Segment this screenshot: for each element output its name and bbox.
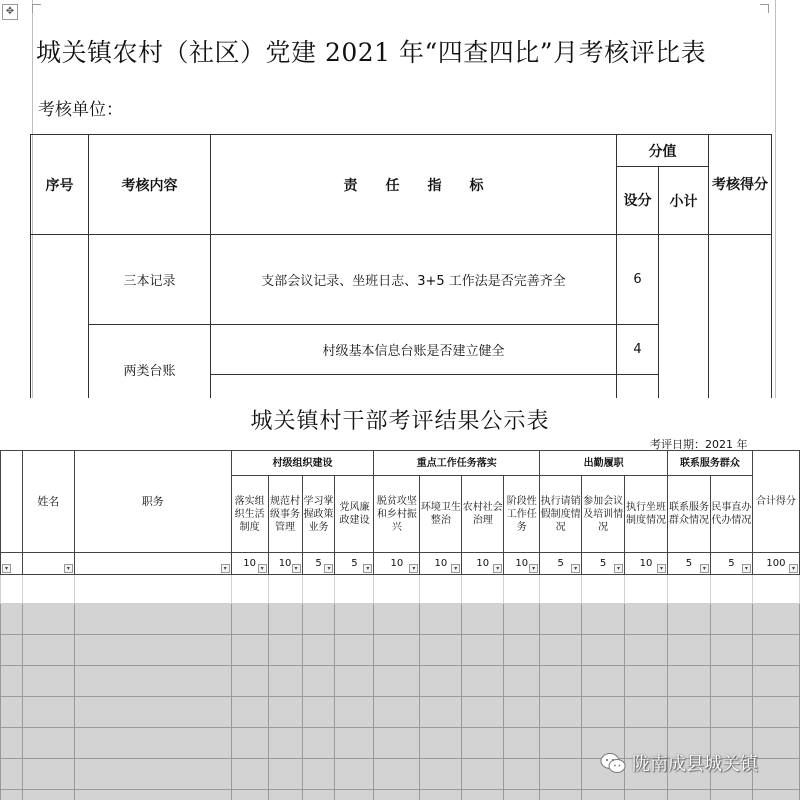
criterion-header: 联系服务群众情况 <box>668 476 711 553</box>
filter-dropdown-icon[interactable]: ▾ <box>258 564 267 573</box>
margin-corner-mark <box>32 4 41 13</box>
criterion-header: 执行请销假制度情况 <box>540 476 582 553</box>
header-content: 考核内容 <box>89 135 211 235</box>
group-header: 出勤履职 <box>540 451 668 476</box>
filter-dropdown-icon[interactable]: ▾ <box>2 564 11 573</box>
table-row[interactable] <box>1 666 800 697</box>
header-score-group: 分值 <box>617 135 709 167</box>
watermark-text: 陇南成县城关镇 <box>632 754 758 775</box>
criterion-header: 执行坐班制度情况 <box>625 476 668 553</box>
filter-dropdown-icon[interactable]: ▾ <box>571 564 580 573</box>
criterion-header: 规范村级事务管理 <box>268 476 302 553</box>
criterion-header: 参加会议及培训情况 <box>582 476 625 553</box>
score-cell[interactable]: 5 ▾ <box>302 553 335 575</box>
score-cell[interactable]: 5 ▾ <box>710 553 752 575</box>
document-title: 城关镇农村（社区）党建 2021 年“四查四比”月考核评比表 <box>36 38 707 67</box>
score-cell[interactable]: 5 ▾ <box>668 553 711 575</box>
criterion-header: 民事直办代办情况 <box>710 476 752 553</box>
subtotal-cell <box>659 235 709 399</box>
group-header: 村级组织建设 <box>231 451 374 476</box>
watermark <box>600 748 758 778</box>
criterion-header: 脱贫攻坚和乡村振兴 <box>374 476 420 553</box>
criterion-header: 环境卫生整治 <box>420 476 462 553</box>
table-row[interactable] <box>1 604 800 635</box>
spreadsheet-page <box>0 398 800 800</box>
eval-date: 考评日期：2021 年 <box>650 438 748 451</box>
filter-cell[interactable] <box>1 553 23 575</box>
score-cell[interactable]: 5 ▾ <box>582 553 625 575</box>
criterion-header: 农村社会治理 <box>462 476 504 553</box>
seq-cell <box>31 235 89 399</box>
filter-dropdown-icon[interactable]: ▾ <box>700 564 709 573</box>
margin-corner-mark <box>760 4 769 13</box>
header-subtotal: 小计 <box>659 167 709 235</box>
content-cell: 三本记录 <box>89 235 211 325</box>
score-cell[interactable]: 5 ▾ <box>540 553 582 575</box>
corner-cell <box>1 451 23 553</box>
filter-cell[interactable] <box>22 553 74 575</box>
table-row[interactable] <box>1 790 800 800</box>
criterion-header: 学习掌握政策业务 <box>302 476 335 553</box>
indicator-cell <box>211 375 617 399</box>
criterion-header: 阶段性工作任务 <box>504 476 540 553</box>
wechat-icon <box>600 752 626 774</box>
table-row[interactable] <box>1 697 800 728</box>
header-total: 合计得分 <box>752 451 799 553</box>
document-page <box>0 0 800 398</box>
table-move-handle-icon[interactable]: ✥ <box>2 4 18 20</box>
header-seq: 序号 <box>31 135 89 235</box>
score-cell: 4 <box>617 325 659 375</box>
score-cell[interactable]: 10 ▾ <box>231 553 268 575</box>
filter-dropdown-icon[interactable]: ▾ <box>409 564 418 573</box>
table-row[interactable] <box>1 575 800 604</box>
score-cell <box>617 375 659 399</box>
score-cell[interactable]: 10 ▾ <box>462 553 504 575</box>
filter-dropdown-icon[interactable]: ▾ <box>292 564 301 573</box>
score-cell[interactable]: 10 ▾ <box>504 553 540 575</box>
score-cell[interactable]: 100 ▾ <box>752 553 799 575</box>
table-row[interactable] <box>1 635 800 666</box>
indicator-cell: 支部会议记录、坐班日志、3+5 工作法是否完善齐全 <box>211 235 617 325</box>
filter-dropdown-icon[interactable]: ▾ <box>221 564 230 573</box>
filter-dropdown-icon[interactable]: ▾ <box>614 564 623 573</box>
filter-dropdown-icon[interactable]: ▾ <box>529 564 538 573</box>
indicator-cell: 村级基本信息台账是否建立健全 <box>211 325 617 375</box>
filter-dropdown-icon[interactable]: ▾ <box>742 564 751 573</box>
header-result: 考核得分 <box>709 135 772 235</box>
criterion-header: 党风廉政建设 <box>335 476 374 553</box>
filter-dropdown-icon[interactable]: ▾ <box>363 564 372 573</box>
assessment-table <box>30 134 772 398</box>
filter-dropdown-icon[interactable]: ▾ <box>324 564 333 573</box>
filter-dropdown-icon[interactable]: ▾ <box>789 564 798 573</box>
filter-dropdown-icon[interactable]: ▾ <box>493 564 502 573</box>
unit-label: 考核单位： <box>38 100 123 120</box>
header-name: 姓名 <box>22 451 74 553</box>
filter-dropdown-icon[interactable]: ▾ <box>657 564 666 573</box>
filter-cell[interactable] <box>74 553 231 575</box>
filter-dropdown-icon[interactable]: ▾ <box>451 564 460 573</box>
score-cell: 6 <box>617 235 659 325</box>
score-cell[interactable]: 10 ▾ <box>625 553 668 575</box>
score-cell[interactable]: 10 ▾ <box>268 553 302 575</box>
header-position: 职务 <box>74 451 231 553</box>
result-cell <box>709 235 772 399</box>
sheet-title: 城关镇村干部考评结果公示表 <box>250 409 550 434</box>
content-cell: 两类台账 <box>89 325 211 399</box>
filter-dropdown-icon[interactable]: ▾ <box>64 564 73 573</box>
score-cell[interactable]: 10 ▾ <box>374 553 420 575</box>
group-header: 重点工作任务落实 <box>374 451 540 476</box>
score-cell[interactable]: 10 ▾ <box>420 553 462 575</box>
header-set-score: 设分 <box>617 167 659 235</box>
group-header: 联系服务群众 <box>668 451 753 476</box>
header-indicator: 责 任 指 标 <box>211 135 617 235</box>
score-cell[interactable]: 5 ▾ <box>335 553 374 575</box>
criterion-header: 落实组织生活制度 <box>231 476 268 553</box>
